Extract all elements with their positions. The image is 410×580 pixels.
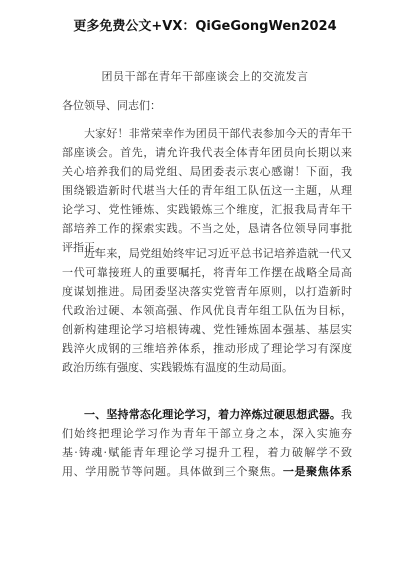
- paragraph-line: 部培养工作的探索实践。不当之处，恳请各位领导同事批: [62, 222, 352, 235]
- salutation: 各位领导、同志们：: [62, 99, 161, 112]
- paragraph-line: 关心培养我们的局党组、局团委表示衷心感谢！下面，我: [62, 165, 352, 178]
- paragraph-line: 代政治过硬、本领高强、作风优良青年组工队伍为目标，: [62, 304, 352, 317]
- subpoint-heading: 一是聚焦体系: [282, 465, 352, 478]
- paragraph-line: 践淬火成钢的三维培养体系，推动形成了理论学习有深度: [62, 342, 352, 355]
- section-heading: 一、坚持常态化理论学习，着力淬炼过硬思想武器。: [84, 408, 341, 421]
- paragraph-2: [62, 244, 352, 377]
- paragraph-line: 一代可靠接班人的重要嘱托，将青年工作摆在战略全局高: [62, 266, 352, 279]
- section-heading-rest: 我: [341, 408, 352, 421]
- paragraph-line: 论学习、党性锤炼、实践锻炼三个维度，汇报我局青年干: [62, 203, 352, 216]
- page-header: 更多免费公文+VX：QiGeGongWen2024: [73, 19, 337, 34]
- paragraph-line: 围绕锻造新时代堪当大任的青年组工队伍这一主题，从理: [62, 184, 352, 197]
- section-heading-line: [84, 408, 352, 421]
- paragraph-line: [62, 405, 352, 424]
- paragraph-line: 度谋划推进。局团委坚决落实党管青年原则，以打造新时: [62, 285, 352, 298]
- paragraph-line-text: [62, 465, 352, 478]
- paragraph-line: 基·铸魂·赋能青年理论学习提升工程，着力破解学不致: [62, 446, 352, 459]
- line-text: 用、学用脱节等问题。具体做到三个聚焦。: [62, 465, 283, 478]
- paragraph-line: 评指正。: [62, 241, 106, 254]
- paragraph-line: [62, 462, 352, 481]
- document-title: 团员干部在青年干部座谈会上的交流发言: [101, 70, 309, 83]
- paragraph-line: 近年来，局党组始终牢记习近平总书记培养造就一代又: [84, 247, 352, 260]
- paragraph-3: [62, 405, 352, 481]
- paragraph-line: 大家好！非常荣幸作为团员干部代表参加今天的青年干: [84, 127, 352, 140]
- paragraph-1: [62, 124, 352, 257]
- paragraph-line: 部座谈会。首先，请允许我代表全体青年团员向长期以来: [62, 146, 352, 159]
- paragraph-line: 创新构建理论学习培根铸魂、党性锤炼固本强基、基层实: [62, 323, 352, 336]
- paragraph-line: 政治历练有强度、实践锻炼有温度的生动局面。: [62, 361, 293, 374]
- paragraph-line: 们始终把理论学习作为青年干部立身之本，深入实施夯: [62, 427, 352, 440]
